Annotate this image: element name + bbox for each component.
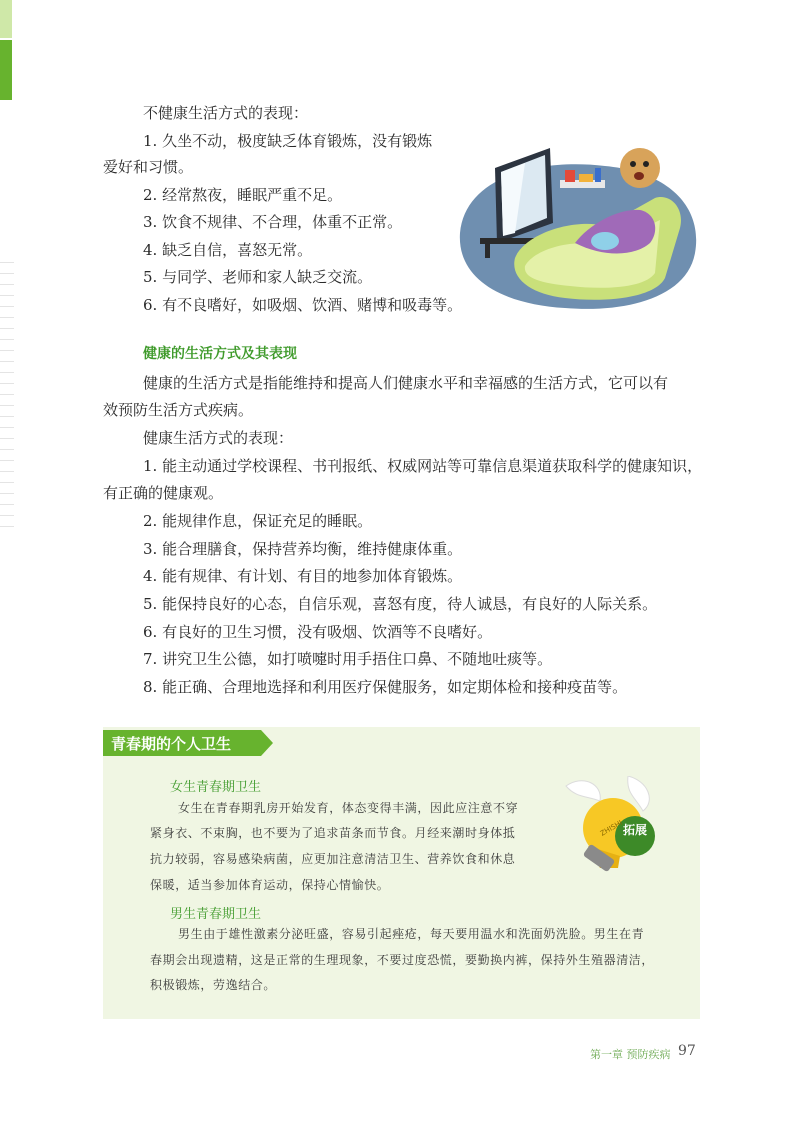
unhealthy-item-4: 4. 缺乏自信，喜怒无常。 — [143, 241, 313, 259]
boys-text-line-3: 积极锻炼，劳逸结合。 — [150, 978, 277, 992]
couch-potato-illustration — [455, 138, 700, 313]
footer-chapter: 第一章 预防疾病 — [590, 1048, 671, 1061]
girls-text-line-2: 紧身衣、不束胸，也不要为了追求苗条而节食。月经来潮时身体抵 — [150, 826, 516, 840]
girls-hygiene-title: 女生青春期卫生 — [170, 780, 262, 795]
healthy-item-1-cont: 有正确的健康观。 — [103, 484, 224, 502]
bulb-label: ZHISHI — [599, 818, 624, 838]
healthy-item-2: 2. 能规律作息，保证充足的睡眠。 — [143, 512, 373, 530]
healthy-item-7: 7. 讲究卫生公德，如打喷嚏时用手捂住口鼻、不随地吐痰等。 — [143, 650, 553, 668]
girls-text-line-3: 抗力较弱，容易感染病菌，应更加注意清洁卫生、营养饮食和休息 — [150, 852, 516, 866]
margin-tab-green — [0, 40, 12, 100]
unhealthy-heading: 不健康生活方式的表现： — [143, 104, 309, 122]
margin-ruled-lines — [0, 262, 14, 530]
boys-text-line-2: 春期会出现遗精，这是正常的生理现象，不要过度恐慌，要勤换内裤，保持外生殖器清洁， — [150, 953, 655, 967]
unhealthy-item-5: 5. 与同学、老师和家人缺乏交流。 — [143, 268, 373, 286]
extension-badge-text: 拓展 — [622, 823, 648, 837]
page-number: 97 — [678, 1043, 696, 1059]
girls-text-line-1: 女生在青春期乳房开始发育，体态变得丰满，因此应注意不穿 — [178, 801, 519, 815]
boys-text-line-1: 男生由于雄性激素分泌旺盛，容易引起痤疮，每天要用温水和洗面奶洗脸。男生在青 — [178, 927, 645, 941]
unhealthy-item-3: 3. 饮食不规律、不合理，体重不正常。 — [143, 213, 403, 231]
healthy-heading: 健康生活方式的表现： — [143, 429, 294, 447]
healthy-intro: 健康的生活方式是指能维持和提高人们健康水平和幸福感的生活方式，它可以有 — [143, 374, 669, 392]
healthy-item-4: 4. 能有规律、有计划、有目的地参加体育锻炼。 — [143, 567, 463, 585]
boys-hygiene-title: 男生青春期卫生 — [170, 907, 262, 922]
unhealthy-item-1-cont: 爱好和习惯。 — [103, 158, 194, 176]
unhealthy-item-2: 2. 经常熬夜，睡眠严重不足。 — [143, 186, 343, 204]
healthy-item-8: 8. 能正确、合理地选择和利用医疗保健服务，如定期体检和接种疫苗等。 — [143, 678, 628, 696]
healthy-item-1: 1. 能主动通过学校课程、书刊报纸、权威网站等可靠信息渠道获取科学的健康知识， — [143, 457, 703, 475]
healthy-item-5: 5. 能保持良好的心态，自信乐观，喜怒有度，待人诚恳，有良好的人际关系。 — [143, 595, 658, 613]
healthy-intro-cont: 效预防生活方式疾病。 — [103, 401, 254, 419]
girls-text-line-4: 保暖，适当参加体育运动，保持心情愉快。 — [150, 878, 390, 892]
healthy-item-6: 6. 有良好的卫生习惯，没有吸烟、饮酒等不良嗜好。 — [143, 623, 493, 641]
extension-tag-label: 青春期的个人卫生 — [111, 735, 232, 753]
lightbulb-icon — [558, 776, 666, 876]
unhealthy-item-6: 6. 有不良嗜好，如吸烟、饮酒、赌博和吸毒等。 — [143, 296, 463, 314]
healthy-section-title: 健康的生活方式及其表现 — [143, 346, 297, 362]
margin-tab-light — [0, 0, 12, 38]
healthy-item-3: 3. 能合理膳食，保持营养均衡，维持健康体重。 — [143, 540, 463, 558]
unhealthy-item-1: 1. 久坐不动，极度缺乏体育锻炼，没有锻炼 — [143, 132, 433, 150]
